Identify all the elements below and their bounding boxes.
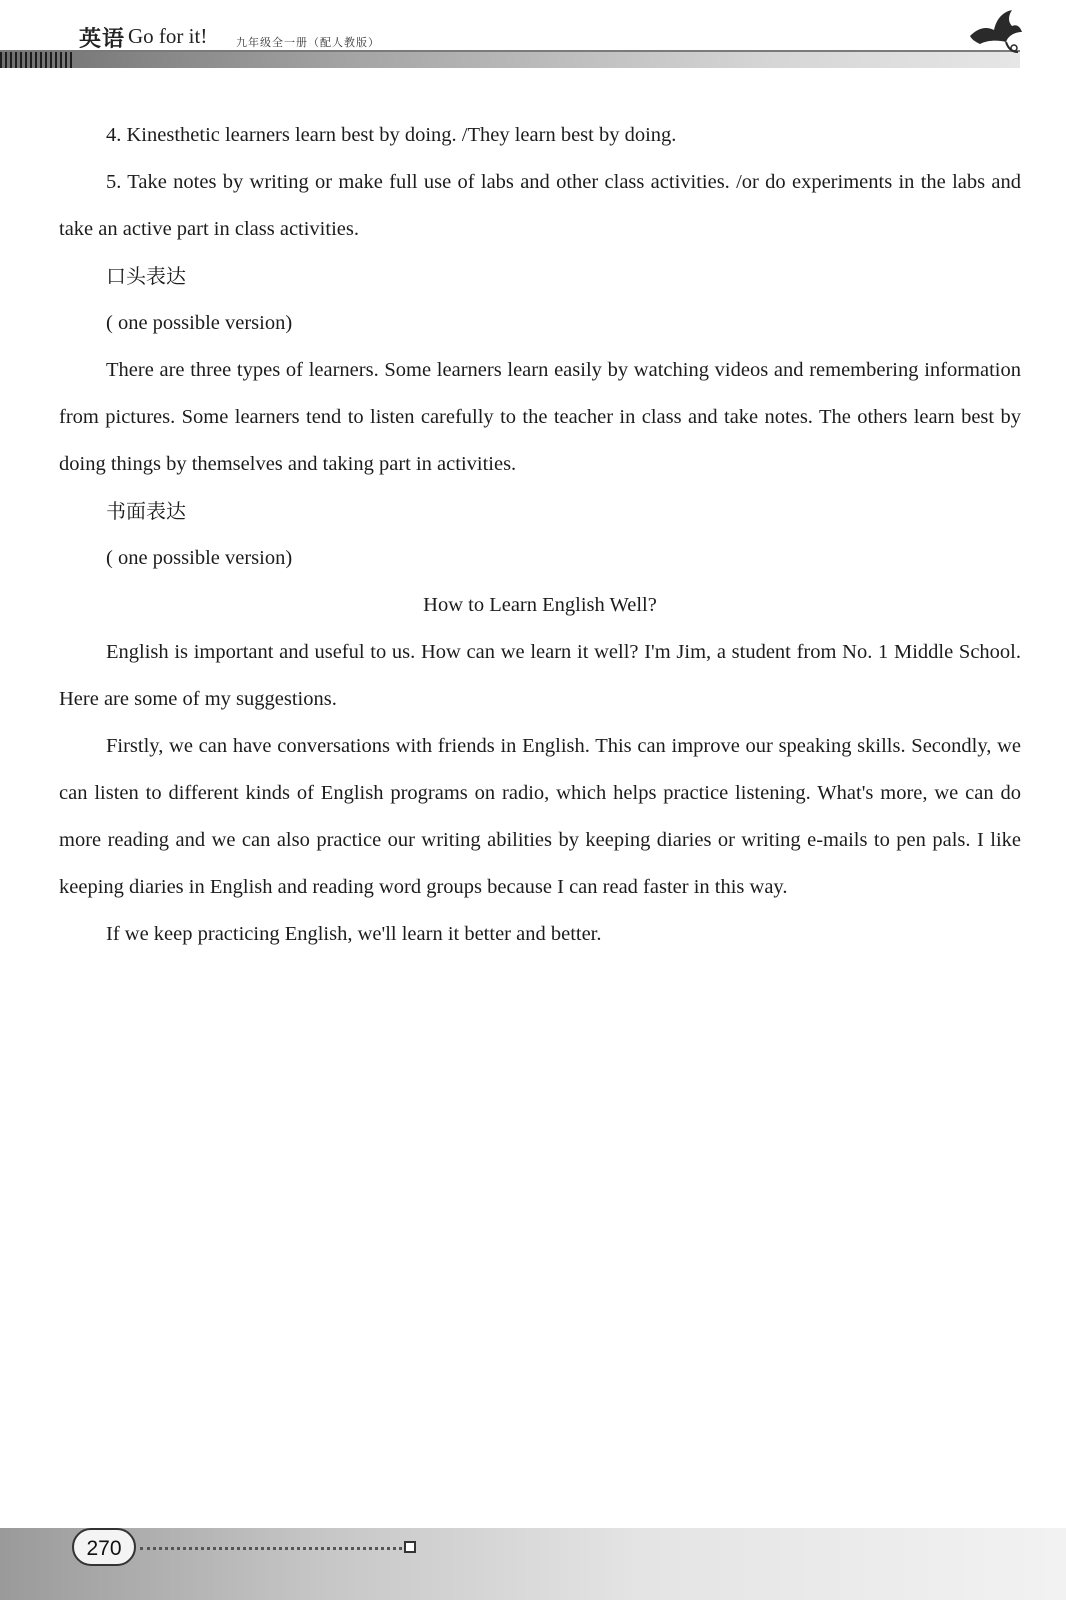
header-subject: 英语 [79, 27, 126, 52]
footer-band [0, 1528, 1066, 1600]
essay-paragraph-3: If we keep practicing English, we'll learn it better and better. [106, 923, 602, 945]
written-version-note: ( one possible version) [106, 547, 293, 569]
footer-dotted-rule [140, 1547, 402, 1550]
oral-section-heading: 口头表达 [106, 264, 186, 288]
page-header [0, 0, 1066, 72]
oral-paragraph: There are three types of learners. Some learners learn easily by watching videos and remembering information from pictures. Some learners tend to listen carefully to the teacher in class and take notes. The others learn best by doing things by themselves and taking part in activities. [59, 359, 1021, 475]
answer-item-5: 5. Take notes by writing or make full use of labs and other class activities. /or do experiments in the labs and take an active part in class activities. [59, 171, 1021, 240]
oral-version-note: ( one possible version) [106, 312, 293, 334]
page-number: 270 [72, 1528, 136, 1566]
bird-logo-icon [968, 6, 1024, 56]
essay-paragraph-1: English is important and useful to us. How can we learn it well? I'm Jim, a student from No. 1 Middle School. Here are some of my suggestions. [59, 641, 1021, 710]
written-section-heading: 书面表达 [106, 499, 186, 523]
answer-item-4: 4. Kinesthetic learners learn best by doing. /They learn best by doing. [106, 124, 677, 146]
page-content [59, 112, 1021, 958]
square-icon [404, 1541, 416, 1553]
essay-paragraph-2: Firstly, we can have conversations with friends in English. This can improve our speaking skills. Secondly, we can listen to different kinds of English programs on radio, which helps practice listening. What's more, we can do more reading and we can also practice our writing abilities by keeping diaries or writing e-mails to pen pals. I like keeping diaries in English and reading word groups because I can read faster in this way. [59, 735, 1021, 898]
header-stripes [0, 52, 74, 68]
header-grade: 九年级全一册（配人教版） [236, 36, 380, 49]
essay-title: How to Learn English Well? [423, 594, 657, 616]
header-series: Go for it! [128, 24, 208, 48]
header-band [0, 52, 1020, 68]
